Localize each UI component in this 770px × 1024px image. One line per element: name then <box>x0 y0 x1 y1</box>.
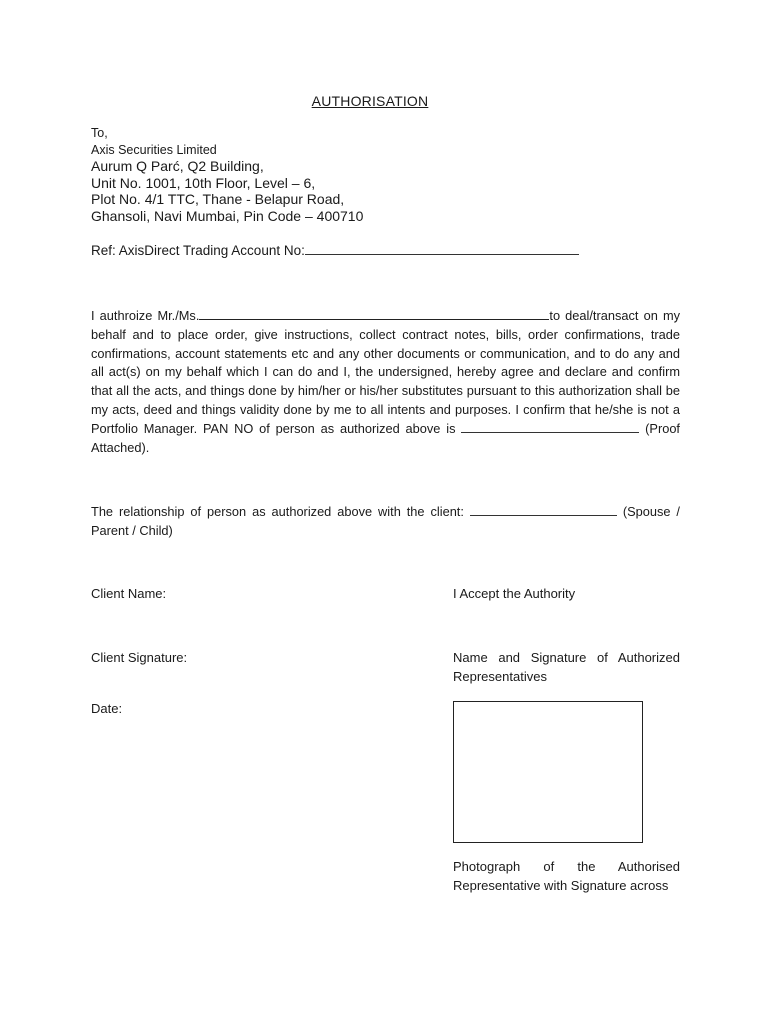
address-salutation: To, <box>91 126 108 140</box>
authorized-person-name-field[interactable] <box>199 307 549 320</box>
authorized-name-signature-line2: Representatives <box>453 668 547 684</box>
proof-attached-text: (Proof Attached). <box>91 420 680 455</box>
address-company: Axis Securities Limited <box>91 142 217 157</box>
reference-label: Ref: AxisDirect Trading Account No: <box>91 243 305 258</box>
address-line-1: Aurum Q Parć, Q2 Building, <box>91 158 264 174</box>
photograph-caption <box>453 858 680 895</box>
authorized-name-signature-line1: Name and Signature of Authorized <box>453 650 680 665</box>
address-line-4: Ghansoli, Navi Mumbai, Pin Code – 400710 <box>91 207 364 224</box>
photograph-caption-line2: Representative with Signature across <box>453 877 669 893</box>
relationship-options: (Spouse / Parent / Child) <box>91 504 680 538</box>
photograph-caption-line1: Photograph of the Authorised <box>453 859 680 874</box>
relationship-text: The relationship of person as authorized above with the client: <box>91 504 464 519</box>
authorization-body: to deal/transact on my behalf and to place order, give instructions, collect contract notes, bills, order confirmations, trade confirmations, account statements etc and any other documents or communication, and to do any and all act(s) on my behalf which I can do and I, the undersigned, hereby agree and declare and confirm that all the acts, and things done by him/her or his/her substitutes pursuant to this authorization shall be my acts, deed and things validity done by me to all intents and purposes. I confirm that he/she is not a Portfolio Manager. PAN NO of person as authorized above is <box>91 308 680 436</box>
address-line-2: Unit No. 1001, 10th Floor, Level – 6, <box>91 174 316 191</box>
address-line-3: Plot No. 4/1 TTC, Thane - Belapur Road, <box>91 191 345 207</box>
photograph-box[interactable] <box>453 701 643 843</box>
trading-account-number-field[interactable] <box>305 242 579 255</box>
page-title: AUTHORISATION <box>311 93 429 109</box>
accept-authority-label: I Accept the Authority <box>453 586 576 601</box>
client-signature-label: Client Signature: <box>91 650 188 665</box>
relationship-paragraph <box>91 502 680 540</box>
authorization-intro: I authroize Mr./Ms. <box>91 308 200 323</box>
recipient-address <box>91 125 363 224</box>
pan-number-field[interactable] <box>461 420 639 433</box>
date-label: Date: <box>91 701 123 716</box>
client-name-label: Client Name: <box>91 586 167 601</box>
relationship-field[interactable] <box>470 503 617 516</box>
authorization-paragraph <box>91 307 680 457</box>
authorized-name-signature-label <box>453 649 680 686</box>
reference-line <box>91 242 579 258</box>
